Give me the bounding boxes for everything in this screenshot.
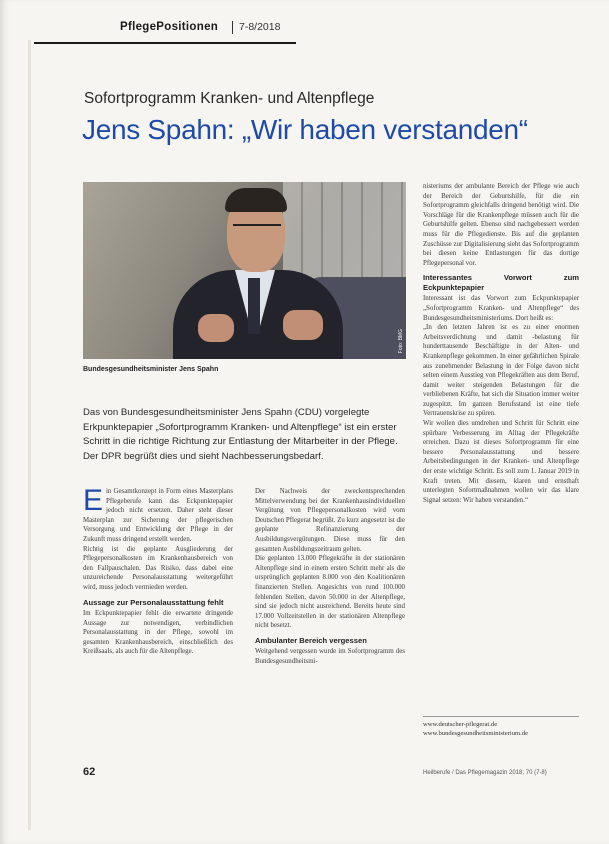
col3-paragraph-1: nisteriums der ambulante Bereich der Pflege wie auch der Bereich der Geburtshilfe, für die ein Sofortprogramm gleichfalls dringend benötigt wird. Die Vorschläge für die Krankenpflege müssen auch für die Geburtshilfe gelten. Ebenso sind nachgebessert werden muss für die Pflegedienste. Bis auf die geplanten Zuschüsse zur Digitalisierung sieht das Sofortprogramm bei diesen keine Entlastungen für das dortige Pflegepersonal vor. — [423, 183, 579, 267]
web-links — [423, 716, 579, 738]
kicker: Sofortprogramm Kranken- und Altenpflege — [84, 90, 375, 107]
photo-credit: Foto: BMG — [398, 328, 404, 353]
col1-paragraph-1: in Gesamtkonzept in Form eines Masterplans Pflegeberufe kann das Eckpunktepapier jedoch nicht ersetzen. Daher steht dieser Masterplan zur Sicherung der pflegerischen Versorgung und Entwicklung der Pflege in der Zukunft muss dringend erstellt werden. — [83, 488, 233, 543]
headline: Jens Spahn: „Wir haben verstanden“ — [82, 114, 528, 145]
col2-paragraph-1: Der Nachweis der zweckentsprechenden Mittelverwendung bei der Krankenhausindividuellen Vergütung von Pflegepersonalkosten wird vom Deutschen Pflegerat begrüßt. Zu kurz angesetzt ist die geplante Refinanzierung der Ausbildungsvergütungen. Diese muss für den gesamten Ausbildungszeitraum gelten. — [255, 488, 405, 553]
col2-subheading: Ambulanter Bereich vergessen — [255, 635, 367, 645]
col2-paragraph-3: Weitgehend vergessen wurde im Sofortprogramm des Bundesgesundheitsmi- — [255, 648, 405, 665]
col3-paragraph-4: Wir wollen dies umdrehen und Schritt für Schritt eine spürbare Verbesserung im Alltag der Pflegekräfte erreichen. Dazu ist dieses Sofortprogramm für eine bessere Personalausstattung und bessere Arbeitsbedingungen in der Kranken- und Altenpflege der erste wichtige Schritt. Es soll zum 1. Januar 2019 in Kraft treten. Mit diesem, klaren und ernsthaft unterlegten Sofortmaßnahmen wollen wir das klare Signal setzen: Wir haben verstanden.“ — [423, 420, 579, 504]
col3-paragraph-3: „In den letzten Jahren ist es zu einer enormen Arbeitsverdichtung und damit -belastung für hunderttausende Beschäftigte in der Alten- und Krankenpflege gekommen. In einer gefährlichen Spirale aus zunehmender Belastung in der Folge davon nicht selten einem Ausstieg von Pflegekräften aus dem Beruf, damit weiter steigenden Belastungen für die verbliebenen Kräfte, hat sich die Situation immer weiter zugespitzt. Im ganzen Berufsstand ist eine tiefe Vertrauenskrise zu spüren. — [423, 324, 579, 418]
issue-number: 7-8/2018 — [232, 21, 280, 34]
article-photo — [83, 182, 406, 359]
glasses — [233, 224, 281, 236]
link-deutscher-pflegerat[interactable]: www.deutscher-pflegerat.de — [423, 721, 498, 728]
column-2 — [255, 487, 405, 667]
hair — [225, 188, 287, 212]
column-1 — [83, 484, 233, 657]
col1-paragraph-3: Im Eckpunktepapier fehlt die erwartete dringende Aussage zur notwendigen, verbindlichen Personalausstattung in der Pflege, sowohl im gesamten Krankenhausbereich, einschließlich des Kreißsaals, als auch für die Altenpflege. — [83, 610, 233, 656]
magazine-name: PflegePositionen — [120, 21, 219, 33]
col2-paragraph-2: Die geplanten 13.000 Pflegekräfte in der stationären Altenpflege sind in einem ersten Schritt mehr als die ursprünglich geplanten 8.000 von den Koalitionären finanzierten Stellen. Angesichts von rund 100.000 fehlenden Stellen, davon 50.000 in der Altenpflege, sind sie jedoch nicht ausreichend. Bereits heute sind 17.000 Vollzeitstellen in der stationären Altenpflege nicht besetzt. — [255, 555, 405, 630]
binding-edge — [28, 40, 31, 830]
col3-subheading: Interessantes Vorwort zum Eckpunktepapier — [423, 273, 579, 292]
col1-subheading: Aussage zur Personalausstattung fehlt — [83, 597, 224, 607]
page-number: 62 — [83, 766, 96, 778]
right-hand — [283, 310, 323, 340]
photo-caption: Bundesgesundheitsminister Jens Spahn — [83, 366, 219, 373]
running-footer: Heilberufe / Das Pflegemagazin 2018; 70 (7-8) — [423, 770, 547, 776]
lead-paragraph: Das von Bundesgesundheitsminister Jens Spahn (CDU) vorgelegte Erkpunktepapier „Sofortprogramm Kranken- und Altenpflege“ ist ein erster Schritt in die richtige Richtung zur Entlastung der Mitarbeiter in der Pflege. Der DPR begrüßt dies und sieht Nachbesserungsbedarf. — [83, 407, 398, 462]
col1-paragraph-2: Richtig ist die geplante Ausgliederung der Pflegepersonalkosten im Krankenhausbereich von den Fallpauschalen. Das Risiko, dass dabei eine unzureichende Personalausstattung weitergeführt wird, muss jedoch vermieden werden. — [83, 545, 233, 591]
tie — [248, 278, 260, 334]
column-3 — [423, 182, 579, 505]
left-hand — [198, 314, 234, 342]
col3-paragraph-2: Interessant ist das Vorwort zum Eckpunktepapier „Sofortprogramm Kranken- und Altenpflege“ des Bundesgesundheitsministeriums. Dort heißt es: — [423, 295, 579, 322]
link-bmg[interactable]: www.bundesgesundheitsministerium.de — [423, 730, 529, 737]
drop-cap: E — [83, 484, 104, 517]
